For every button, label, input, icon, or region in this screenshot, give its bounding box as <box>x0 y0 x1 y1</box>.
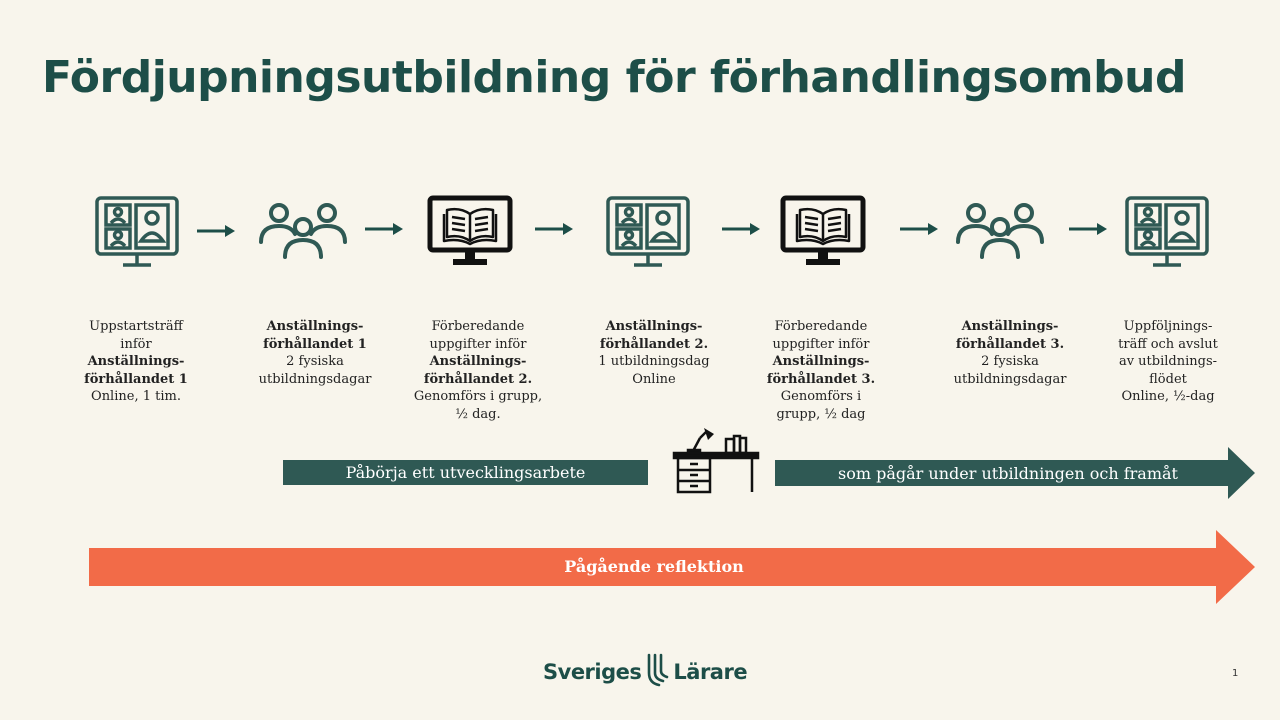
step-3-text <box>403 318 553 423</box>
step-text-line: utbildningsdagar <box>258 371 372 387</box>
step-text-line: Anställnings- <box>266 319 364 334</box>
flow-arrow-3 <box>535 221 575 237</box>
step-text-line: Genomförs i <box>780 389 862 404</box>
step-text-line: 2 fysiska <box>981 354 1039 369</box>
video-meeting-icon <box>606 196 690 268</box>
logo-word-larare: Lärare <box>673 660 748 684</box>
step-text-line: Anställnings- <box>87 354 185 369</box>
step-text-line: Online, 1 tim. <box>91 389 181 404</box>
step-text-line: flödet <box>1149 371 1187 387</box>
reflection-label: Pågående reflektion <box>564 557 744 576</box>
step-text-line: förhållandet 3. <box>955 336 1065 352</box>
step-text-line: förhållandet 1 <box>84 371 188 387</box>
step-text-line: Online, ½-dag <box>1121 389 1215 404</box>
flow-arrow-6 <box>1069 221 1109 237</box>
people-group-icon <box>954 200 1046 260</box>
step-text-line: Anställnings- <box>961 319 1059 334</box>
step-text-line: förhållandet 2. <box>599 336 709 352</box>
development-work-continue-label: som pågår under utbildningen och framåt <box>838 463 1178 483</box>
step-text-line: ½ dag. <box>455 406 501 422</box>
book-screen-icon <box>427 195 513 267</box>
development-work-start-bar <box>283 460 648 485</box>
step-text-line: förhållandet 3. <box>766 371 876 387</box>
sveriges-larare-logo-mark <box>644 651 670 694</box>
step-1-text <box>61 318 211 406</box>
step-text-line: uppgifter inför <box>429 336 527 352</box>
step-text-line: 2 fysiska <box>286 354 344 369</box>
desk-lamp-icon <box>670 426 762 500</box>
flow-arrow-1 <box>197 223 237 239</box>
step-5-text <box>746 318 896 423</box>
development-work-continue-arrow <box>775 447 1255 499</box>
step-7-text <box>1093 318 1243 406</box>
step-text-line: Uppstartsträff <box>89 319 183 334</box>
video-meeting-icon <box>1125 196 1209 268</box>
step-text-line: Förberedande <box>431 319 525 334</box>
reflection-arrow <box>89 530 1255 604</box>
flow-arrow-5 <box>900 221 940 237</box>
people-group-icon <box>257 200 349 260</box>
video-meeting-icon <box>95 196 179 268</box>
step-text-line: Uppföljnings- <box>1123 319 1213 334</box>
logo-word-sveriges: Sveriges <box>543 660 642 684</box>
step-text-line: av utbildnings- <box>1118 354 1218 369</box>
step-text-line: grupp, ½ dag <box>776 406 866 422</box>
step-text-line: inför <box>120 336 152 352</box>
step-text-line: Anställnings- <box>429 354 527 369</box>
step-text-line: Online <box>632 371 676 387</box>
page-number: 1 <box>1232 668 1239 679</box>
page-title: Fördjupningsutbildning för förhandlingsombud <box>42 52 1186 103</box>
development-work-start-label: Påbörja ett utvecklingsarbete <box>345 463 586 482</box>
step-text-line: Förberedande <box>774 319 868 334</box>
step-2-text <box>240 318 390 388</box>
step-4-text <box>579 318 729 388</box>
flow-arrow-4 <box>722 221 762 237</box>
step-text-line: träff och avslut <box>1118 336 1218 352</box>
book-screen-icon <box>780 195 866 267</box>
step-text-line: förhållandet 1 <box>263 336 367 352</box>
step-text-line: Genomförs i grupp, <box>413 389 543 404</box>
step-text-line: förhållandet 2. <box>423 371 533 387</box>
step-text-line: Anställnings- <box>772 354 870 369</box>
flow-arrow-2 <box>365 221 405 237</box>
step-text-line: Anställnings- <box>605 319 703 334</box>
step-6-text <box>935 318 1085 388</box>
step-text-line: 1 utbildningsdag <box>598 354 710 369</box>
step-text-line: uppgifter inför <box>772 336 870 352</box>
sveriges-larare-logo <box>543 652 747 692</box>
step-text-line: utbildningsdagar <box>953 371 1067 387</box>
